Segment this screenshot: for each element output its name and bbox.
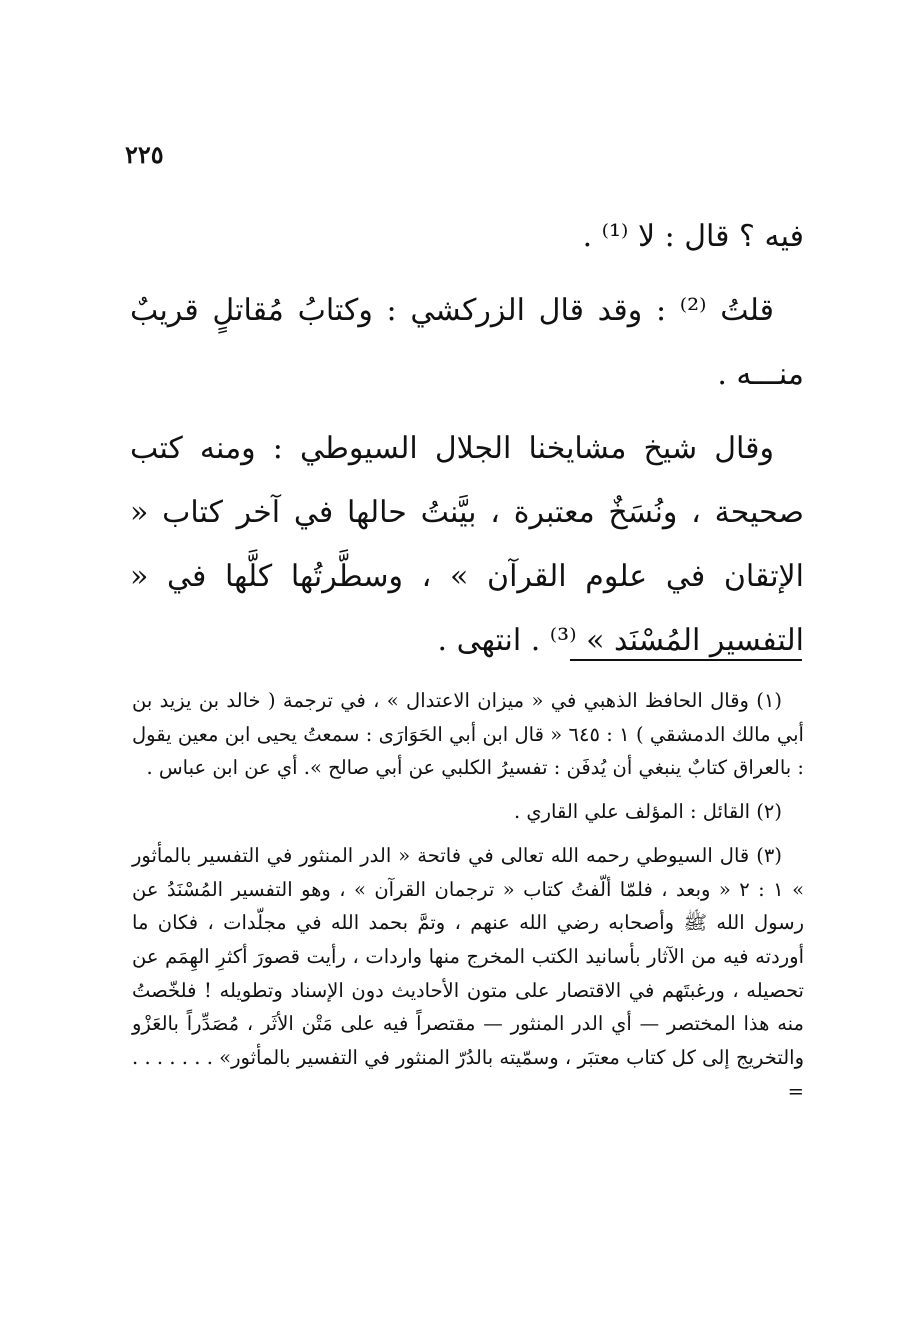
footnote: (٣) قال السيوطي رحمه الله تعالى في فاتحة « الدر المنثور في التفسير بالمأثور » ١ : ٢ « وبعد ، فلمّا ألّفتُ كتاب « ترجمان القرآن » ، وهو التفسير المُسْنَدُ عن رسول الله ﷺ وأصحابه رضي الله عنهم ، وتمَّ بحمد الله في مجلّدات ، فكان ما أوردته فيه من الآثار بأسانيد الكتب المخرج منها واردات ، رأيت قصورَ أكثرِ الهِمَم عن تحصيله ، ورغبتَهم في الاقتصار على متون الأحاديث دون الإسناد وتطويله ! فلخّصتُ منه هذا المختصر — أي الدر المنثور — مقتصراً فيه على مَتْن الأثَر ، مُصَدِّراً بالعَزْو والتخريج إلى كل كتاب معتبَر ، وسمّيته بالدُرّ المنثور في التفسير بالمأثور» . . . . . . . = xyxy=(132,843,805,1103)
page-number: ٢٢٥ xyxy=(125,140,164,169)
main-paragraph: فيه ؟ قال : لا ⁽¹⁾ . xyxy=(582,219,804,254)
footnotes xyxy=(132,684,804,1108)
main-paragraph: قلتُ ⁽²⁾ : وقد قال الزركشي : وكتابُ مُقاتلٍ قريبٌ منـــه . xyxy=(130,293,804,392)
footnote: (٢) القائل : المؤلف علي القاري . xyxy=(513,800,782,824)
footnote-separator xyxy=(570,659,802,661)
main-paragraph: وقال شيخ مشايخنا الجلال السيوطي : ومنه كتب صحيحة ، ونُسَخٌ معتبرة ، بيَّنتُ حالها في آخر كتاب « الإتقان في علوم القرآن » ، وسطَّرتُها كلَّها في « التفسير المُسْنَد » ⁽³⁾ . انتهى . xyxy=(130,431,804,658)
footnote: (١) وقال الحافظ الذهبي في « ميزان الاعتدال » ، في ترجمة ( خالد بن يزيد بن أبي مالك الدمشقي ) ١ : ٦٤٥ « قال ابن أبي الحَوَارَى : سمعتُ يحيى ابن معين يقول : بالعراق كتابٌ ينبغي أن يُدفَن : تفسيرُ الكلبي عن أبي صالح ». أي عن ابن عباس . xyxy=(132,689,804,780)
main-text xyxy=(130,205,804,673)
